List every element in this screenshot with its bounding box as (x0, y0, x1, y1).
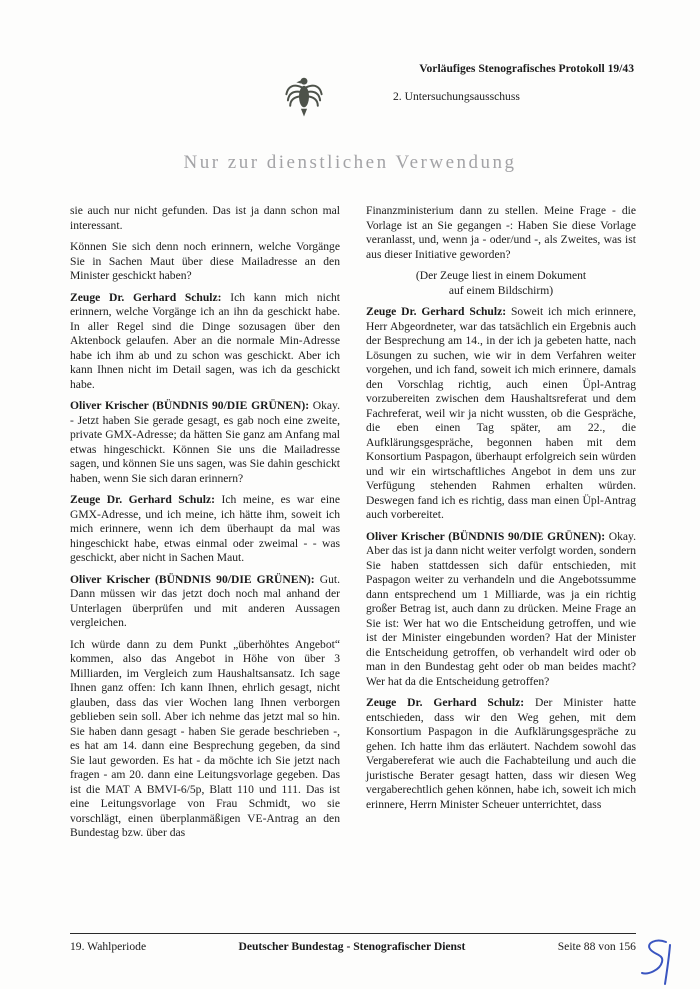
speaker-name: Zeuge Dr. Gerhard Schulz: (366, 305, 511, 318)
classification-watermark: Nur zur dienstlichen Verwendung (183, 152, 517, 173)
committee-name: 2. Untersuchungsausschuss (393, 90, 520, 103)
footer-rule (70, 933, 636, 934)
paragraph: Zeuge Dr. Gerhard Schulz: Der Minister hatte entschieden, dass wir den Weg gehen, mit dem Konsortium Paspagon in die Aufklärungsgespräche zu gehen. Ich hatte ihm das erläutert. Nachdem sowohl das Vergabereferat wie auch die Fachabteilung und auch die juristische Berater gesagt hatten, dass wir diesen Weg vergaberechtlich gehen können, habe ich, soweit ich mich erinnere, Herrn Minister Scheuer unterrichtet, dass (366, 696, 636, 811)
footer-wahlperiode: 19. Wahlperiode (70, 940, 147, 953)
bundestag-eagle-logo (281, 70, 327, 120)
paragraph: Oliver Krischer (BÜNDNIS 90/DIE GRÜNEN): Gut. Dann müssen wir das jetzt doch noch mal anhand der Unterlagen überprüfen und mit anderen Aussagen vergleichen. (70, 572, 340, 629)
speaker-name: Oliver Krischer (BÜNDNIS 90/DIE GRÜNEN): (70, 572, 320, 586)
paragraph: Zeuge Dr. Gerhard Schulz: Ich meine, es war eine GMX-Adresse, und ich meine, ich hätte ihm, soweit ich mich erinnere, wenn ich dem überhaupt da mal was hingeschickt habe, etwas einmal oder zweimal - - was geschickt, aber nicht in Sachen Maut. (70, 493, 340, 564)
stage-direction: (Der Zeuge liest in einem Dokument auf einem Bildschirm) (415, 269, 587, 297)
paragraph: Oliver Krischer (BÜNDNIS 90/DIE GRÜNEN): Okay. Aber das ist ja dann nicht weiter verfolgt worden, sondern Sie haben stattdessen sich dafür entschieden, mit Paspagon weiter zu verhandeln und die Angebotssumme dann entsprechend um 1 Milliarde, was ja ein richtig großer Betrag ist, auch dann zu drücken. Meine Frage an Sie ist: Wer hat wo die Entscheidung getroffen, und wie ist der Minister eingebunden worden? Hat der Minister die Entscheidung getroffen, ob verhandelt wird oder ob man in den Bundestag geht oder ob man beides macht? Wer hat da die Entscheidung getroffen? (366, 529, 636, 688)
header-text-block (393, 62, 634, 103)
right-column (366, 204, 636, 848)
speaker-name: Zeuge Dr. Gerhard Schulz: (70, 493, 222, 506)
speaker-name: Oliver Krischer (BÜNDNIS 90/DIE GRÜNEN): (70, 399, 313, 412)
speaker-name: Zeuge Dr. Gerhard Schulz: (70, 290, 231, 304)
protocol-title: Vorläufiges Stenografisches Protokoll 19/43 (419, 62, 634, 75)
paragraph: Zeuge Dr. Gerhard Schulz: Soweit ich mich erinnere, Herr Abgeordneter, war das tatsächlich ein Ergebnis auch der Besprechung am 14., in der ich ja gebeten hatte, nach Lösungen zu suchen, wie wir in dem Verfahren weiter vorgehen, und ich fand, soweit ich mich erinnere, damals den Vorschlag richtig, auch einen Üpl-Antrag vorzubereiten zwischen dem Haushaltsreferat und dem Fachreferat, weil wir ja nicht wussten, ob die Gespräche, die eben einen Tag später, am 22., die Aufklärungsgespräche, begonnen haben mit dem Konsortium Paspagon, überhaupt erfolgreich sein würden und wir ein wirtschaftliches Angebot in dem uns zur Verfügung stehenden Rahmen erhalten würden. Deswegen fand ich es richtig, dass man einen Üpl-Antrag auch vorbereitet. (366, 305, 636, 521)
handwritten-signature (636, 937, 682, 987)
paragraph: sie auch nur nicht gefunden. Das ist ja dann schon mal interessant. (70, 204, 340, 232)
speaker-name: Zeuge Dr. Gerhard Schulz: (366, 696, 536, 709)
footer-page-number: Seite 88 von 156 (557, 940, 636, 953)
left-column (70, 204, 340, 848)
page-footer (70, 940, 636, 953)
footer-service-name: Deutscher Bundestag - Stenografischer Dienst (238, 940, 466, 953)
document-body (70, 204, 636, 848)
paragraph: Können Sie sich denn noch erinnern, welche Vorgänge Sie in Sachen Maut über diese Mailadresse an den Minister geschickt haben? (70, 240, 340, 282)
paragraph: Zeuge Dr. Gerhard Schulz: Ich kann mich nicht erinnern, welche Vorgänge ich an ihn da geschickt habe. In aller Regel sind die Dinge sozusagen über den Aktenbock gelaufen. Aber an die normale Min-Adresse habe ich ihm ab und zu schon was geschickt. Aber ich kann Ihnen nicht im Detail sagen, was ich da geschickt habe. (70, 290, 340, 391)
paragraph: Finanzministerium dann zu stellen. Meine Frage - die Vorlage ist an Sie gegangen -: Haben Sie diese Vorlage veranlasst, und, wenn ja - oder/und -, als Zweites, was ist aus dieser Initiative geworden? (366, 204, 636, 261)
paragraph: Oliver Krischer (BÜNDNIS 90/DIE GRÜNEN): Okay. - Jetzt haben Sie gerade gesagt, es gab noch eine zweite, private GMX-Adresse; da hätten Sie ganz am Anfang mal etwas hingeschickt. Können Sie uns die Mailadresse sagen, und können Sie uns sagen, was Sie dahin geschickt haben, wenn Sie sich daran erinnern? (70, 399, 340, 485)
speaker-name: Oliver Krischer (BÜNDNIS 90/DIE GRÜNEN): (366, 529, 609, 543)
paragraph: Ich würde dann zu dem Punkt „überhöhtes Angebot“ kommen, also das Angebot in Höhe von über 3 Milliarden, im Vergleich zum Haushaltsansatz. Ich sage Ihnen ganz offen: Ich kann Ihnen, ehrlich gesagt, nicht glauben, dass das vier Wochen lang Ihnen verborgen geblieben sein soll. Aber ich nehme das jetzt mal so hin. Sie haben dann gesagt - haben Sie gerade beschrieben -, es hat am 14. dann eine Besprechung gegeben, da sind Sie laut geworden. Es hat - da möchte ich Sie jetzt nach fragen - am 20. dann eine Leitungsvorlage gegeben. Das ist die MAT A BMVI-6/5p, Blatt 110 und 111. Das ist eine Leitungsvorlage von Frau Schmidt, wo sie vorschlägt, einen überplanmäßigen VE-Antrag an den Bundestag bzw. über das (70, 637, 340, 839)
